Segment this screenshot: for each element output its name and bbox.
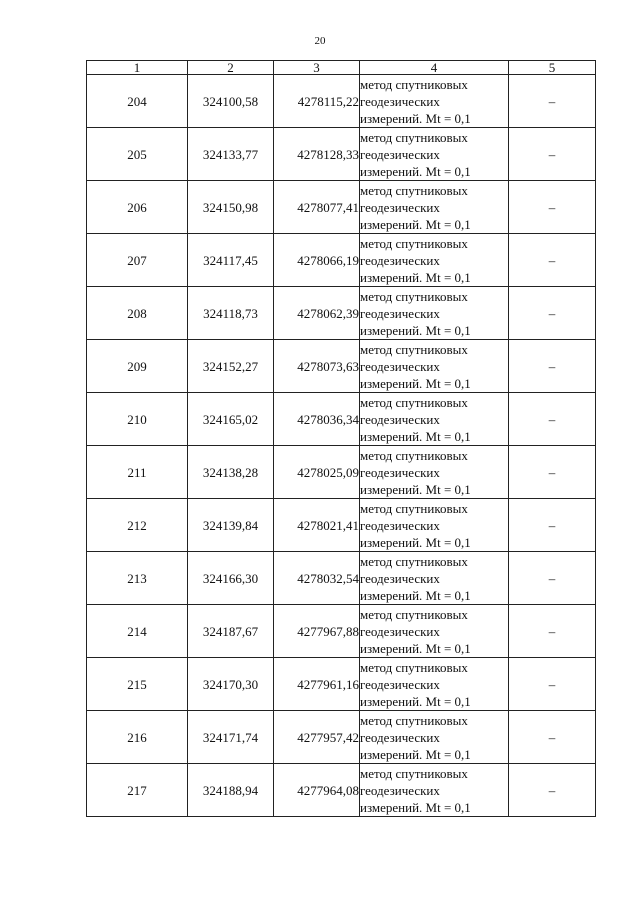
table-row: [87, 287, 596, 340]
coordinate-x-cell: 324188,94: [188, 764, 274, 817]
method-text-line: метод спутниковых: [360, 447, 468, 463]
point-number-cell: 215: [87, 658, 188, 711]
method-text-line: геодезических: [360, 305, 440, 321]
coordinate-x-cell: 324152,27: [188, 340, 274, 393]
table-row: [87, 764, 596, 817]
method-text-line: геодезических: [360, 464, 440, 480]
coordinate-x-cell: 324117,45: [188, 234, 274, 287]
note-cell: –: [509, 75, 596, 128]
note-cell: –: [509, 340, 596, 393]
coordinate-y-cell: 4277967,88: [274, 605, 360, 658]
method-cell: [360, 75, 509, 128]
point-number-cell: 211: [87, 446, 188, 499]
method-text-line: геодезических: [360, 623, 440, 639]
table-row: [87, 128, 596, 181]
table-row: [87, 552, 596, 605]
coordinate-y-cell: 4278073,63: [274, 340, 360, 393]
table-row: [87, 181, 596, 234]
method-text-line: геодезических: [360, 782, 440, 798]
method-cell: [360, 393, 509, 446]
method-text-line: геодезических: [360, 93, 440, 109]
method-text-line: измерений. Mt = 0,1: [360, 481, 471, 497]
coordinate-y-cell: 4278025,09: [274, 446, 360, 499]
coordinate-y-cell: 4278032,54: [274, 552, 360, 605]
method-text-line: геодезических: [360, 146, 440, 162]
coordinate-x-cell: 324100,58: [188, 75, 274, 128]
coordinates-table: [86, 60, 596, 817]
method-text-line: геодезических: [360, 199, 440, 215]
point-number-cell: 214: [87, 605, 188, 658]
note-cell: –: [509, 658, 596, 711]
note-cell: –: [509, 552, 596, 605]
method-text-line: геодезических: [360, 358, 440, 374]
table-row: [87, 75, 596, 128]
coordinate-x-cell: 324118,73: [188, 287, 274, 340]
method-text-line: метод спутниковых: [360, 659, 468, 675]
note-cell: –: [509, 181, 596, 234]
method-cell: [360, 287, 509, 340]
column-header: 2: [188, 61, 274, 75]
method-text-line: геодезических: [360, 676, 440, 692]
method-cell: [360, 234, 509, 287]
method-cell: [360, 552, 509, 605]
method-cell: [360, 128, 509, 181]
method-text-line: метод спутниковых: [360, 765, 468, 781]
table-row: [87, 499, 596, 552]
coordinate-x-cell: 324138,28: [188, 446, 274, 499]
coordinate-y-cell: 4277961,16: [274, 658, 360, 711]
note-cell: –: [509, 499, 596, 552]
method-text-line: метод спутниковых: [360, 288, 468, 304]
table-body: [87, 75, 596, 817]
table-row: [87, 605, 596, 658]
method-cell: [360, 711, 509, 764]
method-text-line: измерений. Mt = 0,1: [360, 587, 471, 603]
method-text-line: измерений. Mt = 0,1: [360, 534, 471, 550]
coordinate-x-cell: 324150,98: [188, 181, 274, 234]
coordinate-x-cell: 324171,74: [188, 711, 274, 764]
table-row: [87, 393, 596, 446]
coordinate-y-cell: 4278128,33: [274, 128, 360, 181]
method-text-line: измерений. Mt = 0,1: [360, 322, 471, 338]
method-text-line: измерений. Mt = 0,1: [360, 269, 471, 285]
coordinate-y-cell: 4278115,22: [274, 75, 360, 128]
method-text-line: геодезических: [360, 729, 440, 745]
table-row: [87, 711, 596, 764]
method-text-line: метод спутниковых: [360, 182, 468, 198]
coordinate-x-cell: 324139,84: [188, 499, 274, 552]
note-cell: –: [509, 764, 596, 817]
coordinate-y-cell: 4278036,34: [274, 393, 360, 446]
method-text-line: метод спутниковых: [360, 235, 468, 251]
coordinate-y-cell: 4278066,19: [274, 234, 360, 287]
table-row: [87, 340, 596, 393]
coordinate-y-cell: 4277964,08: [274, 764, 360, 817]
coordinate-x-cell: 324170,30: [188, 658, 274, 711]
method-text-line: метод спутниковых: [360, 129, 468, 145]
method-text-line: метод спутниковых: [360, 500, 468, 516]
method-text-line: метод спутниковых: [360, 606, 468, 622]
point-number-cell: 217: [87, 764, 188, 817]
method-cell: [360, 446, 509, 499]
point-number-cell: 207: [87, 234, 188, 287]
coordinate-y-cell: 4277957,42: [274, 711, 360, 764]
method-text-line: метод спутниковых: [360, 394, 468, 410]
method-cell: [360, 499, 509, 552]
note-cell: –: [509, 393, 596, 446]
coordinate-y-cell: 4278021,41: [274, 499, 360, 552]
table-row: [87, 658, 596, 711]
method-cell: [360, 764, 509, 817]
method-text-line: измерений. Mt = 0,1: [360, 693, 471, 709]
note-cell: –: [509, 605, 596, 658]
method-text-line: измерений. Mt = 0,1: [360, 110, 471, 126]
table-row: [87, 234, 596, 287]
method-cell: [360, 658, 509, 711]
method-text-line: геодезических: [360, 570, 440, 586]
method-text-line: измерений. Mt = 0,1: [360, 216, 471, 232]
point-number-cell: 209: [87, 340, 188, 393]
method-text-line: метод спутниковых: [360, 553, 468, 569]
coordinate-x-cell: 324165,02: [188, 393, 274, 446]
table-header-row: [87, 61, 596, 75]
point-number-cell: 208: [87, 287, 188, 340]
method-text-line: геодезических: [360, 252, 440, 268]
method-text-line: измерений. Mt = 0,1: [360, 640, 471, 656]
method-text-line: измерений. Mt = 0,1: [360, 746, 471, 762]
column-header: 3: [274, 61, 360, 75]
method-cell: [360, 605, 509, 658]
method-text-line: метод спутниковых: [360, 341, 468, 357]
point-number-cell: 210: [87, 393, 188, 446]
coordinate-x-cell: 324133,77: [188, 128, 274, 181]
method-text-line: метод спутниковых: [360, 76, 468, 92]
note-cell: –: [509, 234, 596, 287]
method-text-line: геодезических: [360, 517, 440, 533]
coordinate-y-cell: 4278062,39: [274, 287, 360, 340]
method-cell: [360, 181, 509, 234]
point-number-cell: 204: [87, 75, 188, 128]
coordinate-x-cell: 324187,67: [188, 605, 274, 658]
note-cell: –: [509, 711, 596, 764]
method-cell: [360, 340, 509, 393]
point-number-cell: 213: [87, 552, 188, 605]
note-cell: –: [509, 287, 596, 340]
table-row: [87, 446, 596, 499]
column-header: 1: [87, 61, 188, 75]
note-cell: –: [509, 128, 596, 181]
point-number-cell: 206: [87, 181, 188, 234]
coordinate-x-cell: 324166,30: [188, 552, 274, 605]
point-number-cell: 205: [87, 128, 188, 181]
column-header: 4: [360, 61, 509, 75]
note-cell: –: [509, 446, 596, 499]
point-number-cell: 212: [87, 499, 188, 552]
coordinate-y-cell: 4278077,41: [274, 181, 360, 234]
page-number: 20: [314, 35, 326, 47]
point-number-cell: 216: [87, 711, 188, 764]
method-text-line: измерений. Mt = 0,1: [360, 163, 471, 179]
method-text-line: измерений. Mt = 0,1: [360, 428, 471, 444]
method-text-line: измерений. Mt = 0,1: [360, 799, 471, 815]
column-header: 5: [509, 61, 596, 75]
method-text-line: измерений. Mt = 0,1: [360, 375, 471, 391]
method-text-line: метод спутниковых: [360, 712, 468, 728]
method-text-line: геодезических: [360, 411, 440, 427]
